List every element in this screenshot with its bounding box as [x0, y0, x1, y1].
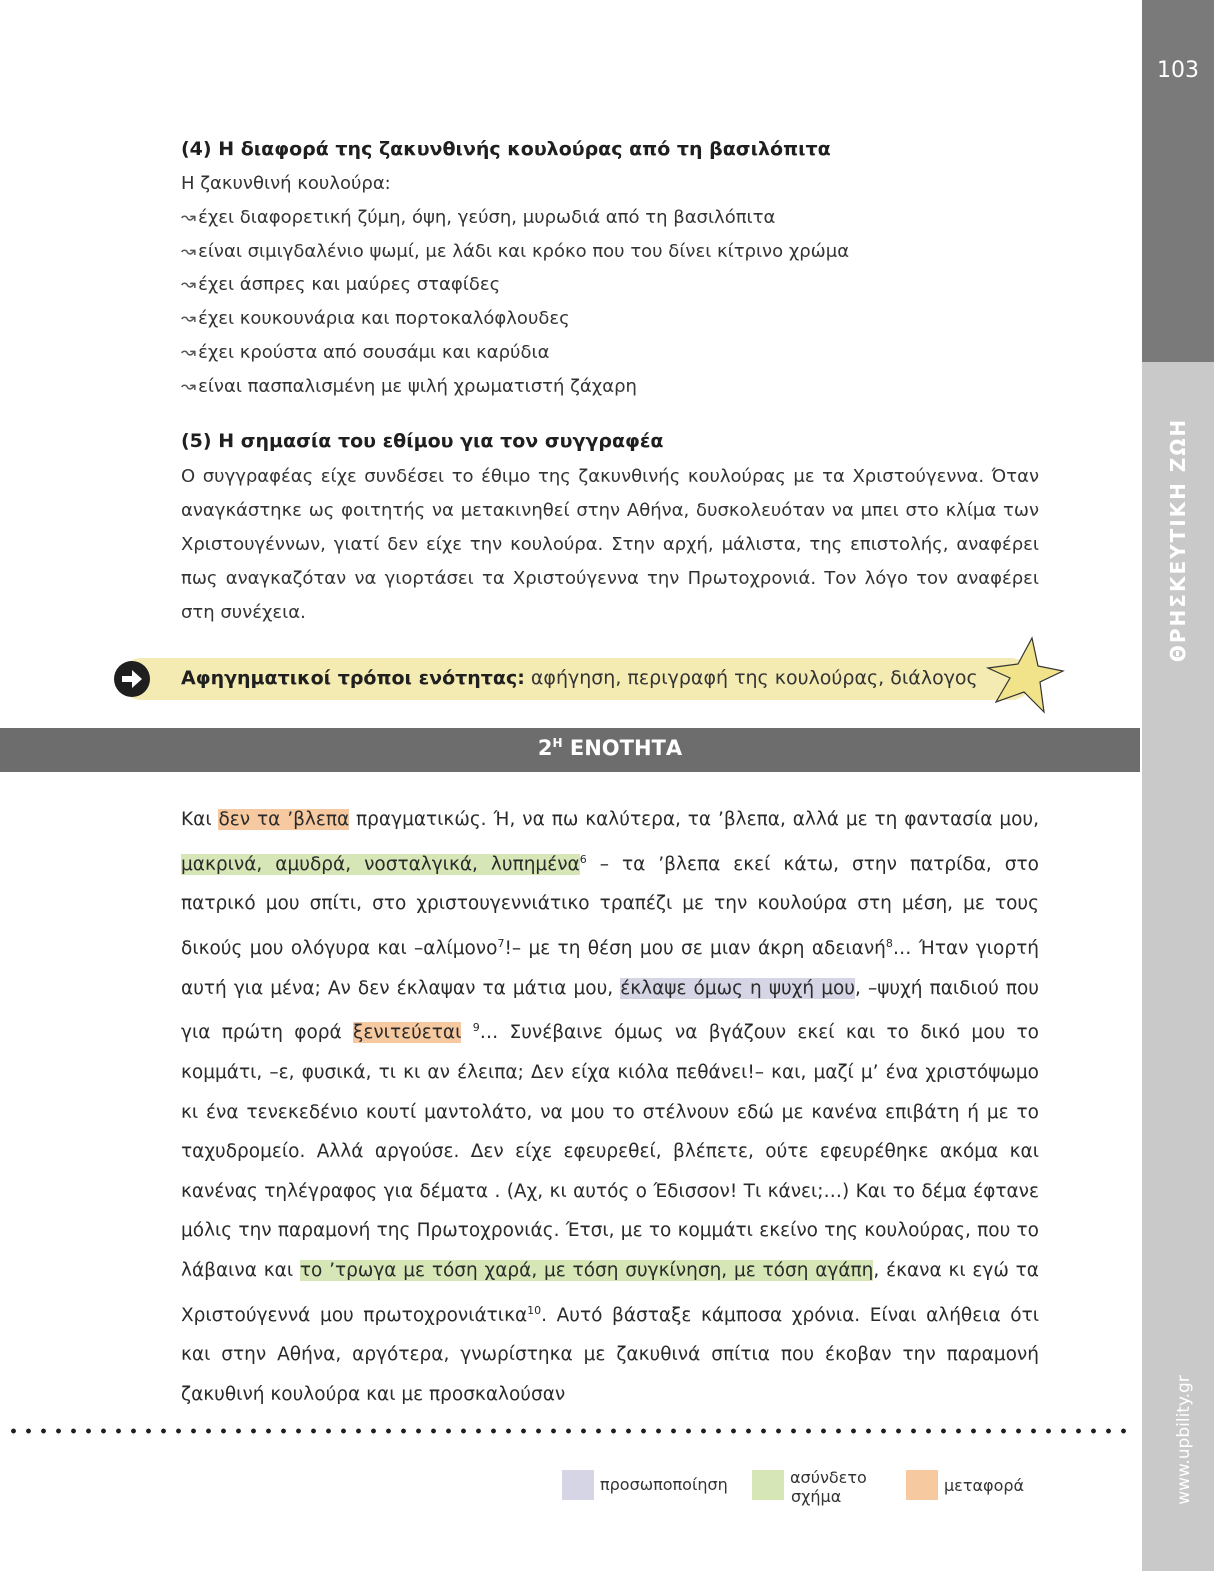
section5-paragraph: Ο συγγραφέας είχε συνδέσει το έθιμο της ζακυνθινής κουλούρας με τα Χριστούγεννα. Όταν αναγκάστηκε ως φοιτητής να μετακινηθεί στην Αθήνα, δυσκολευόταν να μπει στο κλίμα των Χριστουγέννων, γιατί δεν είχε την κουλούρα. Στην αρχή, μάλιστα, της επιστολής, αναφέρει πως αναγκαζόταν να γιορτάσει τα Χριστούγεννα την Πρωτοχρονιά. Τον λόγο τον αναφέρει στη συνέχεια. [181, 466, 1039, 623]
list-item: ↝ έχει κουκουνάρια και πορτοκαλόφλουδες [181, 308, 570, 329]
arrow-right-icon [114, 661, 150, 697]
footnote-ref: 10 [527, 1303, 542, 1317]
narrative-modes-text: Αφηγηματικοί τρόποι ενότητας: αφήγηση, περιγραφή της κουλούρας, διάλογος [181, 667, 978, 689]
metaphor-highlight: δεν τα ’βλεπα [218, 809, 350, 830]
star-icon [986, 636, 1066, 716]
footnote-ref: 7 [497, 936, 505, 950]
list-item: ↝ έχει διαφορετική ζύμη, όψη, γεύση, μυρωδιά από τη βασιλόπιτα [181, 207, 776, 228]
legend-label-personification: προσωποποίηση [600, 1475, 728, 1494]
bullet-icon: ↝ [181, 342, 197, 363]
sidebar-page-tab [1142, 0, 1214, 362]
chapter-side-title: ΘΡΗΣΚΕΥΤΙΚΗ ΖΩΗ [1166, 417, 1190, 663]
metaphor-highlight: ξενιτεύεται [353, 1022, 462, 1044]
legend-label-asyndeton: ασύνδετο σχήμα [790, 1468, 867, 1506]
section4-intro: Η ζακυνθινή κουλούρα: [181, 173, 391, 194]
list-item: ↝ είναι πασπαλισμένη με ψιλή χρωματιστή ζάχαρη [181, 376, 637, 397]
asyndeton-highlight: μακρινά, αμυδρά, νοσταλγικά, λυπημένα [181, 853, 580, 875]
bullet-icon: ↝ [181, 274, 197, 295]
legend-swatch-personification [562, 1470, 594, 1500]
footnote-ref: 8 [885, 936, 893, 950]
asyndeton-highlight: το ’τρωγα με τόση χαρά, με τόση συγκίνηση, με τόση αγάπη [299, 1260, 874, 1281]
bullet-icon: ↝ [181, 308, 197, 329]
bullet-icon: ↝ [181, 376, 197, 397]
legend-label-metaphor: μεταφορά [944, 1476, 1025, 1495]
bullet-icon: ↝ [181, 241, 197, 262]
section4-title: (4) Η διαφορά της ζακυνθινής κουλούρας από τη βασιλόπιτα [181, 138, 831, 160]
legend-swatch-metaphor [906, 1470, 938, 1500]
section5-title: (5) Η σημασία του εθίμου για τον συγγραφέα [181, 430, 664, 452]
list-item: ↝ έχει κρούστα από σουσάμι και καρύδια [181, 342, 550, 363]
legend-swatch-asyndeton [752, 1470, 784, 1500]
footnote-ref: 6 [579, 852, 587, 866]
list-item: ↝ είναι σιμιγδαλένιο ψωμί, με λάδι και κρόκο που του δίνει κίτρινο χρώμα [181, 241, 850, 262]
page-number: 103 [1157, 58, 1199, 83]
main-text: Και δεν τα ’βλεπα πραγματικώς. Ή, να πω καλύτερα, τα ’βλεπα, αλλά με τη φαντασία μου, μακρινά, αμυδρά, νοσταλγικά, λυπημένα$^6$ – τα ’βλεπα εκεί κάτω, στην πατρίδα, στο πατρικό μου σπίτι, στο χριστουγεννιάτικο τραπέζι με την κουλούρα στη μέση, με τους δικούς μου ολόγυρα και –αλίμονο$^7$!– με τη θέση μου σε μιαν άκρη αδειανή$^8$… Ήταν γιορτή αυτή για μένα; Αν δεν έκλαψαν τα μάτια μου, έκλαψε όμως η ψυχή μου, –ψυχή παιδιού που για πρώτη φορά ξενιτεύεται $^9$… Συνέβαινε όμως να βγάζουν εκεί και το δικό μου το κομμάτι, –ε, φυσικά, τι κι αν έλειπα; Δεν είχα κιόλα πεθάνει!– και, μαζί μ’ ένα χριστόψωμο κι ένα τενεκεδένιο κουτί μαντολάτο, να μου το στέλνουν εδώ με κανένα επιβάτη ή με το ταχυδρομείο. Αλλά αργούσε. Δεν είχε εφευρεθεί, βλέπετε, ούτε εφευρέθηκε ακόμα και κανένας τηλέγραφος για δέματα . (Αχ, κι αυτός ο Έδισσον! Τι κάνει;…) Και το δέμα έφτανε μόλις την παραμονή της Πρωτοχρονιάς. Έτσι, με το κομμάτι εκείνο της κουλούρας, που το λάβαινα και το ’τρωγα με τόση χαρά, με τόση συγκίνηση, με τόση αγάπη, έκανα κι εγώ τα Χριστούγεννά μου πρωτοχρονιάτικα$^{10}$. Αυτό βάσταξε κάμποσα χρόνια. Είναι αλήθεια ότι και στην Αθήνα, αργότερα, γνωρίστηκα με ζακυθινά σπίτια που έκοβαν την παραμονή ζακυθινή κουλούρα και με προσκαλούσαν [181, 809, 1040, 1405]
website-label: www.upbility.gr [1174, 1375, 1194, 1505]
list-item: ↝ έχει άσπρες και μαύρες σταφίδες [181, 274, 501, 295]
sidebar-tab-arrow [1142, 340, 1178, 362]
dotted-separator [6, 1428, 1130, 1434]
footnote-ref: 9 [472, 1021, 480, 1035]
personification-highlight: έκλαψε όμως η ψυχή μου [620, 977, 856, 999]
section-heading: $2^H$ ΕΝΟΤΗΤΑ [537, 736, 683, 760]
bullet-icon: ↝ [181, 207, 197, 228]
